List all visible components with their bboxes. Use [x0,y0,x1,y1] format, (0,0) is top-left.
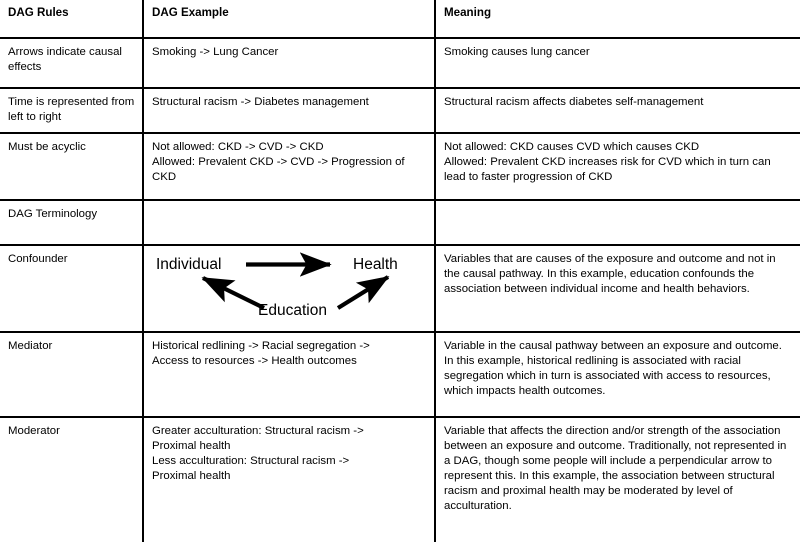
example-cell-mediator [143,332,435,417]
table-header-row [0,0,800,38]
example-cell-time-left-to-right: Structural racism -> Diabetes management [143,88,435,133]
table-row [0,332,800,417]
rule-cell-must-be-acyclic: Must be acyclic [0,133,143,200]
section-header-dag-terminology: DAG Terminology [0,200,143,245]
edge-education-to-health [338,277,388,308]
table-row [0,133,800,200]
meaning-cell-mediator: Variable in the causal pathway between an exposure and outcome. In this example, historical redlining is associated with racial segregation which in turn is associated with access to resources, which impacts health outcomes. [435,332,800,417]
example-line: Proximal health [152,470,231,483]
column-header-dag-example: DAG Example [143,0,435,38]
rule-cell-mediator: Mediator [0,332,143,417]
example-line: Allowed: Prevalent CKD -> CVD -> Progression of CKD [152,156,405,184]
rule-cell-moderator: Moderator [0,417,143,542]
confounder-dag-diagram [152,252,428,325]
meaning-cell-confounder: Variables that are causes of the exposure and outcome and not in the causal pathway. In this example, education confounds the association between individual income and health behaviors. [435,245,800,332]
edge-education-to-individual [203,278,264,308]
meaning-cell-arrows-indicate-causal-effects: Smoking causes lung cancer [435,38,800,88]
example-line: Greater acculturation: Structural racism -> [152,425,364,437]
meaning-cell-must-be-acyclic [435,133,800,200]
table-row [0,200,800,245]
meaning-cell-time-left-to-right: Structural racism affects diabetes self-management [435,88,800,133]
rule-cell-confounder: Confounder [0,245,143,332]
dag-node-health: Health [353,256,398,273]
example-line: Less acculturation: Structural racism -> [152,455,350,468]
example-line: Access to resources -> Health outcomes [152,355,357,368]
table-row [0,417,800,542]
dag-node-individual: Individual [156,256,222,273]
meaning-line: Allowed: Prevalent CKD increases risk for CVD which in turn can lead to faster progression of CKD [444,156,771,184]
meaning-cell-dag-terminology [435,200,800,245]
example-cell-must-be-acyclic [143,133,435,200]
table-row [0,88,800,133]
meaning-cell-moderator: Variable that affects the direction and/or strength of the association between an exposure and outcome. Traditionally, not represented in a DAG, though some people will include a perpendicular arrow to represent this. In this example, the association between structural racism and proximal health may be moderated by level of acculturation. [444,425,787,513]
table-row [0,245,800,332]
example-line: Proximal health [152,440,231,453]
example-cell-moderator [143,417,435,542]
column-header-dag-rules: DAG Rules [0,0,143,38]
dag-node-education: Education [258,302,327,319]
meaning-line: Not allowed: CKD causes CVD which causes CKD [444,141,700,153]
example-line: Not allowed: CKD -> CVD -> CKD [152,141,324,153]
example-line: Historical redlining -> Racial segregation -> [152,340,370,352]
rule-cell-arrows-indicate-causal-effects: Arrows indicate causal effects [0,38,143,88]
example-cell-dag-terminology [143,200,435,245]
example-cell-confounder [143,245,435,332]
table-row [0,38,800,88]
rule-cell-time-left-to-right: Time is represented from left to right [0,88,143,133]
column-header-meaning: Meaning [435,0,800,38]
example-cell-arrows-indicate-causal-effects: Smoking -> Lung Cancer [143,38,435,88]
